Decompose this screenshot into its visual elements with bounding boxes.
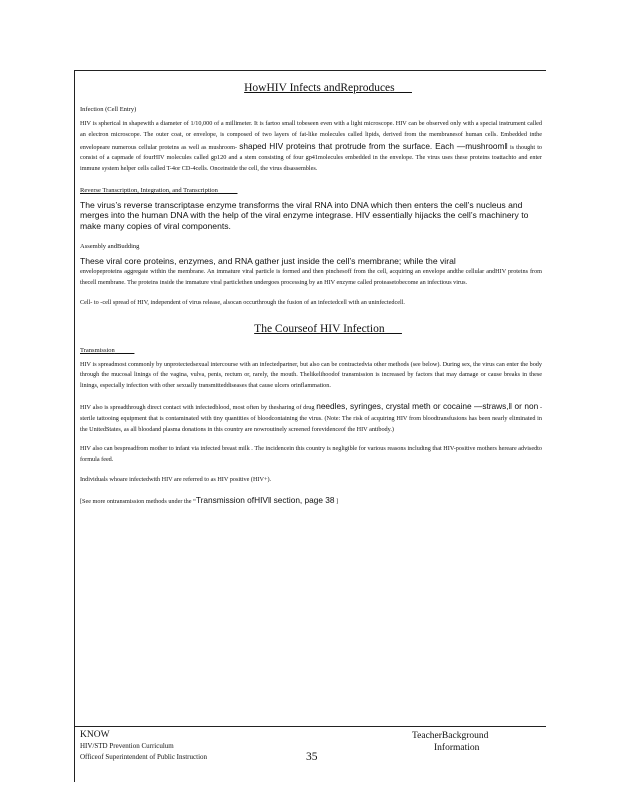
reference-note	[80, 495, 542, 505]
footer-know: KNOW	[80, 730, 110, 740]
paragraph-text: HIV also is spreadthrough direct contact with infectedblood, most often by thesharing of drug	[80, 403, 315, 411]
footer-curriculum: HIV/STD Prevention Curriculum	[80, 742, 174, 750]
paragraph-text: is thought to consist of a capmade of fourHIV molecules called gp120 and a stem consisting of four gp41molecules embedded in the envelope. The virus uses these proteins toattachto and enter immune system helper cells called T-4or CD-4cells. Onceinside the cell, the virus disassembles.	[80, 143, 543, 173]
section-title-course: The Courseof HIV Infection	[254, 322, 385, 335]
footer-left	[80, 730, 310, 763]
page-title: HowHIV Infects andReproduces	[244, 82, 395, 94]
paragraph-cell-entry	[80, 119, 542, 175]
paragraph-assembly	[80, 256, 542, 289]
paragraph-text: envelopeproteins aggregate within the membrane. An immature viral particle is formed and then pinchesoff from the cell, acquiring an envelope andthe cellular andHIV proteins from thecell membrane. The proteins inside the immature viral particlethen undergoes processing by an HIV enzyme called proteasetobecome an infectious virus.	[80, 268, 542, 286]
paragraph-hiv-positive: Individuals whoare infectedwith HIV are referred to as HIV positive (HIV+).	[80, 475, 272, 483]
paragraph-text-large: These viral core proteins, enzymes, and RNA gather just inside the cell’s membrane; while the viral	[80, 256, 456, 267]
page-content	[80, 82, 542, 505]
section-label-transmission: Transmission	[80, 346, 115, 354]
footer-office: Officeof Superintendent of Public Instruction	[80, 753, 208, 761]
section-label-infection: Infection (Cell Entry)	[80, 106, 137, 113]
top-rule	[74, 70, 546, 71]
paragraph-sexual-transmission: HIV is spreadmost commonly by unprotectedsexual intercourse with an infectedpartner, but also can be contractedvia other methods (see below). During sex, the virus can enter the body through the mucosal linings of the vagina, vulva, penis, rectum or, rarely, the mouth. Thelikelihoodof transmission is increased by factors that may damage or cause breaks in these linings, especially infection with other sexually transmitteddiseases that cause ulcers orinflammation.	[80, 360, 542, 390]
footer-right	[412, 730, 542, 754]
reference-link-text: Transmission ofHIV‖ section, page 38	[195, 494, 335, 505]
section-label-assembly: Assembly andBudding	[80, 243, 140, 251]
paragraph-cell-to-cell: Cell- to -cell spread of HIV, independent of virus release, alsocan occurthrough the fusion of an infectedcell with an uninfectedcell.	[80, 298, 405, 306]
reference-end: ]	[334, 497, 339, 505]
paragraph-text: -sterile tattooing equipment that is contaminated with tiny quantities of bloodcontaining the virus. (Note: The risk of acquiring HIV from bloodtransfusions has been nearly eliminated in the UnitedStates, as all bloodand plasma donations in this country are nowroutinely screened forevidenceof the HIV antibody.)	[80, 403, 543, 433]
paragraph-text: HIV is spherical in shapewith a diameter of 1/10,000 of a millimeter. It is fartoo small tobeseen even with a light microscope. HIV can be observed only with a special instrument called an electron microscope. The outer coat, or envelope, is composed of two layers of fat-like molecules called lipids, derived from the membranesof human cells. Embedded inthe envelopeare numerous cellular proteins as well as mushroom-	[80, 120, 542, 151]
paragraph-mother-infant: HIV also can bespreadfrom mother to infant via infected breast milk . The incidencein this country is negligible for various reasons including that HIV-positive mothers hereare advisedto formula feed.	[80, 445, 542, 464]
page-number: 35	[306, 751, 318, 763]
reference-text: [See more ontransmission methods under the “	[80, 497, 196, 505]
footer-teacher-background: TeacherBackground	[412, 731, 489, 741]
paragraph-text-large: shaped HIV proteins that protrude from the surface. Each —mushroom‖	[239, 140, 508, 151]
left-rule	[74, 70, 75, 782]
footer-rule	[74, 726, 546, 727]
section-label-reverse-transcription: Reverse Transcription, Integration, and Transcription	[80, 186, 218, 194]
footer-information: Information	[434, 743, 480, 753]
paragraph-text-large: needles, syringes, crystal meth or cocaine —straws,‖ or non	[316, 400, 539, 411]
paragraph-blood-transmission	[80, 401, 542, 435]
paragraph-reverse-transcription: The virus’s reverse transcriptase enzyme transforms the viral RNA into DNA which then enters the cell’s nucleus and merges into the human DNA with the help of the viral enzyme integrase. HIV essentially hijacks the cell’s machinery to make many copies of viral components.	[80, 199, 529, 231]
